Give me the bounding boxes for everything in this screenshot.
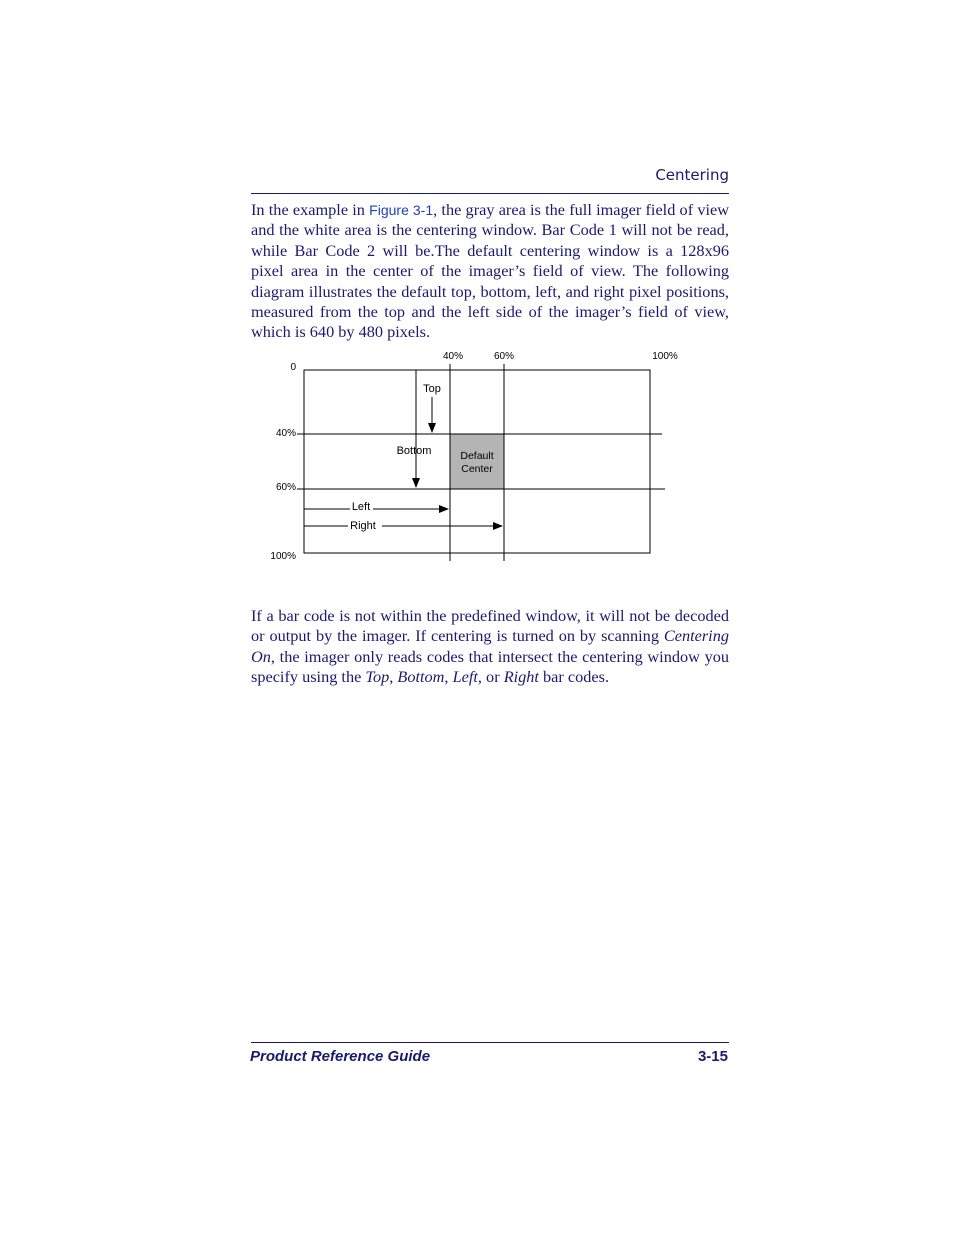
bottom-arrow-label: Bottom [396, 445, 432, 457]
para2-emph-right: Right [503, 667, 539, 687]
para2-text-3: , [389, 667, 398, 687]
top-arrow-label: Top [423, 383, 441, 395]
para2-emph-centering-on: Centering On [251, 626, 729, 666]
x-label-60: 60% [493, 351, 515, 362]
x-label-100: 100% [652, 351, 678, 362]
right-arrow-label: Right [350, 520, 376, 532]
para2-text-2: , the imager only reads codes that intersect the centering window you specify using the [251, 646, 729, 687]
para2-text-5: , or [477, 667, 504, 687]
para2-text-1: If a bar code is not within the predefined window, it will not be decoded or output by the imager. If centering is turned on by scanning [251, 606, 729, 646]
para2-text-4: , [444, 667, 453, 687]
intro-text-start: In the example in [251, 200, 370, 219]
x-label-40: 40% [442, 351, 464, 362]
center-box-label-line1: Default [460, 450, 494, 462]
left-arrow-label: Left [351, 501, 371, 513]
footer-rule [251, 1042, 729, 1043]
center-box-label-line2: Center [461, 463, 493, 475]
figure-link[interactable]: Figure 3-1 [369, 202, 434, 218]
para2-emph-bottom: Bottom [397, 667, 445, 687]
y-label-60: 60% [275, 482, 296, 493]
page-number: 3-15 [697, 1048, 728, 1065]
running-header: Centering [655, 166, 729, 184]
intro-text-rest: , the gray area is the full imager field of view and the white area is the centering window. Bar Code 1 will not be read, while Bar Code 2 will be.The default centering window is a 128x96 pixel area in the center of the imager’s field of view. The following diagram illustrates the default top, bottom, left, and right pixel positions, measured from the top and the left side of the imager’s field of view, which is 640 by 480 pixels. [251, 200, 729, 342]
footer-title: Product Reference Guide [250, 1048, 431, 1065]
y-label-0: 0 [290, 362, 296, 373]
para2-emph-top: Top [365, 667, 390, 687]
centering-paragraph [251, 606, 729, 688]
y-label-40: 40% [275, 428, 296, 439]
y-label-100: 100% [270, 551, 296, 562]
para2-text-6: bar codes. [538, 667, 610, 687]
para2-emph-left: Left [452, 667, 478, 687]
